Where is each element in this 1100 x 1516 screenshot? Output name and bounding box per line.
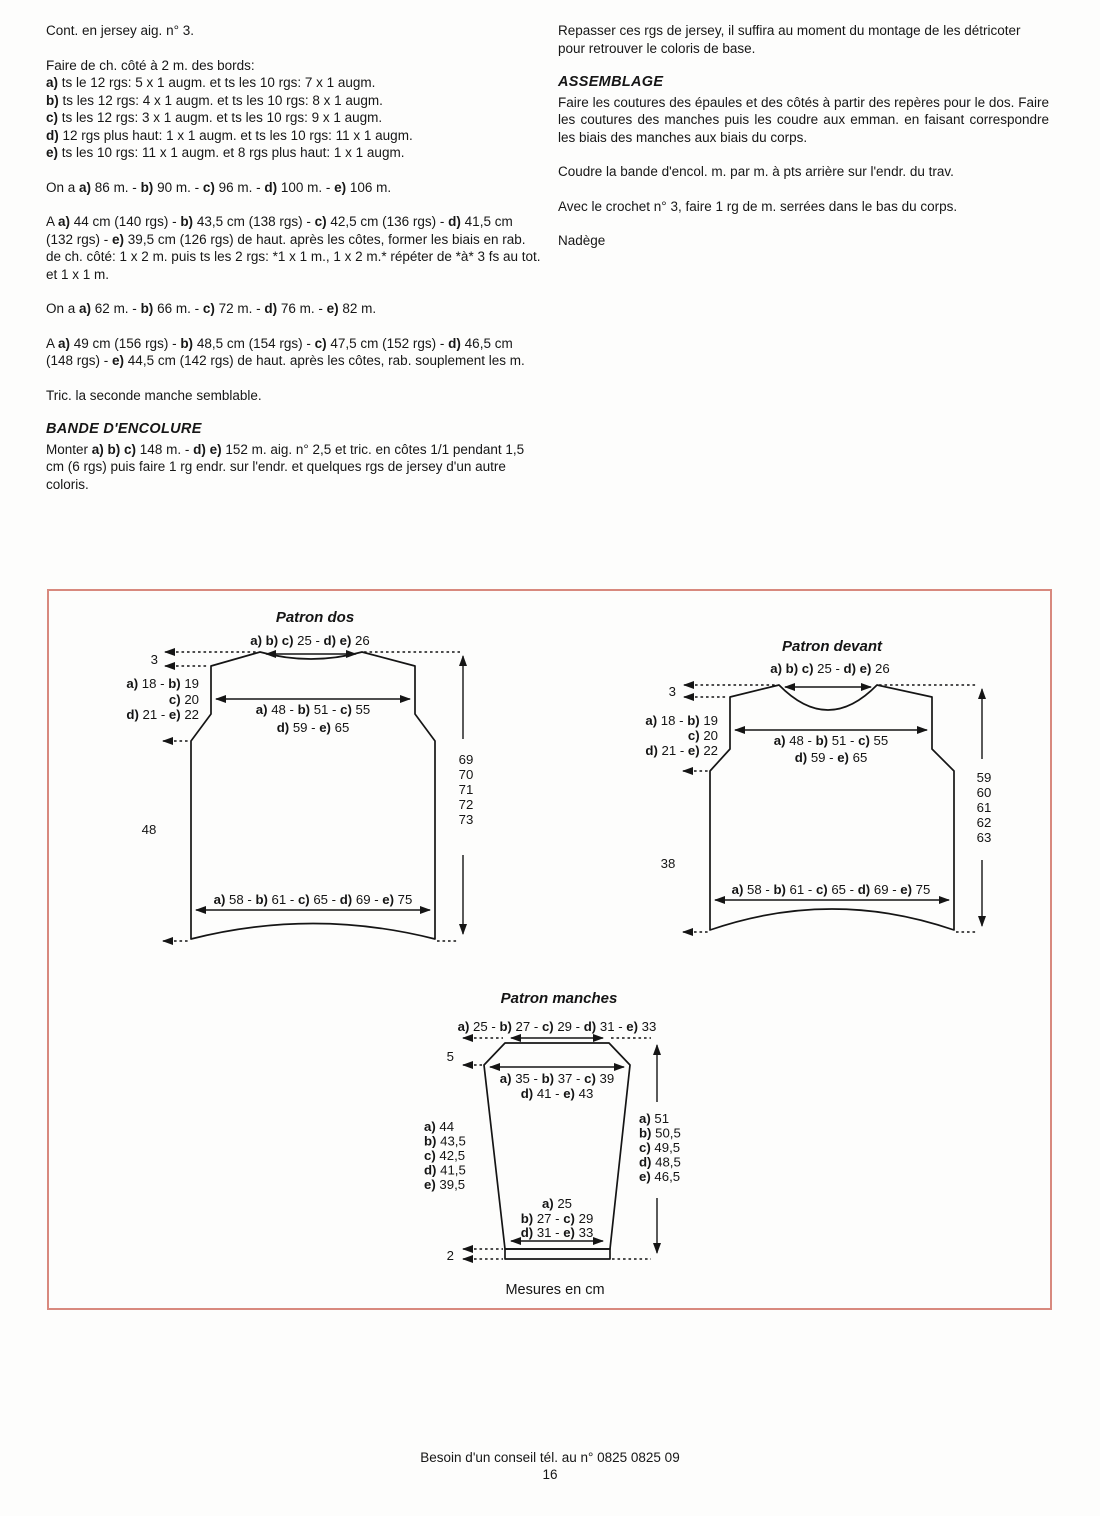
measurement-label: e) 46,5 <box>639 1169 681 1184</box>
measurement-label: 48 <box>141 822 157 837</box>
page-number: 16 <box>542 1466 558 1482</box>
measurement-label: c) 20 <box>687 728 718 743</box>
body-paragraph: Repasser ces rgs de jersey, il suffira au moment du montage de les détricoter pour retrouver le coloris de base. <box>558 23 1021 56</box>
cuff-band <box>505 1249 610 1259</box>
measurement-label: a) 18 - b) 19 <box>126 676 199 691</box>
left-column <box>46 22 543 510</box>
measurement-label: a) 58 - b) 61 - c) 65 - d) 69 - e) 75 <box>731 882 931 897</box>
measurement-label: 70 <box>458 767 474 782</box>
measurement-label: 38 <box>660 856 676 871</box>
measurement-label: a) b) c) 25 - d) e) 26 <box>250 633 370 648</box>
units-caption: Mesures en cm <box>505 1282 605 1298</box>
instruction-line: e) ts les 10 rgs: 11 x 1 augm. et 8 rgs plus haut: 1 x 1 augm. <box>46 145 405 160</box>
footer-help-line: Besoin d'un conseil tél. au n° 0825 0825 09 <box>420 1450 680 1465</box>
measurement-label: b) 43,5 <box>424 1133 466 1149</box>
body-paragraph: Tric. la seconde manche semblable. <box>46 387 262 403</box>
measurement-label: d) 31 - e) 33 <box>520 1225 594 1240</box>
measurement-label: 71 <box>458 782 474 797</box>
instruction-line: a) ts le 12 rgs: 5 x 1 augm. et ts les 10 rgs: 7 x 1 augm. <box>46 75 376 90</box>
body-paragraph: Monter a) b) c) 148 m. - d) e) 152 m. aig. n° 2,5 et tric. en côtes 1/1 pendant 1,5 cm (6 rgs) puis faire 1 rg endr. sur l'endr. et quelques rgs de jersey d'un autre coloris. <box>46 441 525 492</box>
measurement-label: a) b) c) 25 - d) e) 26 <box>770 661 890 676</box>
measurement-label: a) 44 <box>424 1119 455 1134</box>
measurement-label: b) 50,5 <box>639 1125 681 1141</box>
measurement-label: d) 48,5 <box>639 1154 681 1170</box>
schematic-box <box>47 589 1052 1310</box>
measurement-label: 73 <box>458 812 474 827</box>
measurement-label: d) 21 - e) 22 <box>126 707 199 722</box>
diagram-title: Patron manches <box>500 990 618 1007</box>
measurement-label: 59 <box>976 770 992 785</box>
instruction-line: b) ts les 12 rgs: 4 x 1 augm. et ts les 10 rgs: 8 x 1 augm. <box>46 92 383 108</box>
increase-instructions <box>46 57 543 162</box>
signature: Nadège <box>558 233 606 248</box>
measurement-label: d) 59 - e) 65 <box>276 720 350 735</box>
measurement-label: 5 <box>446 1049 454 1064</box>
measurement-label: a) 35 - b) 37 - c) 39 <box>499 1071 615 1086</box>
measurement-label: 3 <box>668 684 676 699</box>
diagram-title: Patron devant <box>781 638 883 655</box>
body-paragraph: Faire les coutures des épaules et des côtés à partir des repères pour le dos. Faire les coutures des manches puis les coudre aux emman. en faisant correspondre les biais des manches aux biais du corps. <box>558 94 1049 145</box>
measurement-label: 60 <box>976 785 992 800</box>
body-paragraph: On a a) 86 m. - b) 90 m. - c) 96 m. - d) 100 m. - e) 106 m. <box>46 179 392 195</box>
measurement-label: d) 41,5 <box>424 1162 466 1178</box>
measurement-label: 62 <box>976 815 992 830</box>
body-paragraph: Avec le crochet n° 3, faire 1 rg de m. serrées dans le bas du corps. <box>558 198 958 214</box>
measurement-label: a) 18 - b) 19 <box>645 713 718 728</box>
back-schematic <box>110 600 506 964</box>
measurement-label: 63 <box>976 830 992 845</box>
page-footer <box>0 1450 1100 1483</box>
measurement-label: e) 39,5 <box>424 1177 466 1192</box>
measurement-label: a) 25 <box>541 1196 573 1211</box>
instruction-line: d) 12 rgs plus haut: 1 x 1 augm. et ts les 10 rgs: 11 x 1 augm. <box>46 127 413 143</box>
measurement-label: b) 27 - c) 29 <box>520 1211 594 1226</box>
measurement-label: 2 <box>446 1248 454 1263</box>
measurement-label: d) 41 - e) 43 <box>520 1086 594 1101</box>
diagram-title: Patron dos <box>275 609 355 626</box>
front-schematic <box>620 630 1020 976</box>
measurement-label: 61 <box>976 800 992 815</box>
measurement-label: 69 <box>458 752 474 767</box>
measurement-label: 72 <box>458 797 474 812</box>
body-paragraph: Coudre la bande d'encol. m. par m. à pts arrière sur l'endr. du trav. <box>558 164 954 179</box>
sleeve-schematic <box>420 988 720 1298</box>
measurement-label: d) 21 - e) 22 <box>645 743 718 758</box>
section-heading-neckband: BANDE D'ENCOLURE <box>46 421 202 437</box>
measurement-label: a) 25 - b) 27 - c) 29 - d) 31 - e) 33 <box>457 1019 657 1034</box>
measurement-label: 3 <box>150 652 158 667</box>
measurement-label: d) 59 - e) 65 <box>794 750 868 765</box>
measurement-label: a) 48 - b) 51 - c) 55 <box>773 733 889 748</box>
measurement-label: c) 49,5 <box>639 1140 681 1155</box>
measurement-label: a) 58 - b) 61 - c) 65 - d) 69 - e) 75 <box>213 892 413 907</box>
measurement-label: c) 20 <box>168 692 199 707</box>
measurement-label: c) 42,5 <box>424 1148 466 1163</box>
right-column <box>558 22 1049 267</box>
body-paragraph: A a) 44 cm (140 rgs) - b) 43,5 cm (138 rgs) - c) 42,5 cm (136 rgs) - d) 41,5 cm (132 rgs) - e) 39,5 cm (126 rgs) de haut. après les côtes, former les biais en rab. de ch. côté: 1 x 2 m. puis ts les 2 rgs: *1 x 1 m., 1 x 2 m.* répéter de *à* 3 fs au tot. et 1 x 1 m. <box>46 214 541 282</box>
body-paragraph: A a) 49 cm (156 rgs) - b) 48,5 cm (154 rgs) - c) 47,5 cm (152 rgs) - d) 46,5 cm (148 rgs) - e) 44,5 cm (142 rgs) de haut. après les côtes, rab. souplement les m. <box>46 335 525 368</box>
body-paragraph: On a a) 62 m. - b) 66 m. - c) 72 m. - d) 76 m. - e) 82 m. <box>46 301 377 316</box>
section-heading-assembly: ASSEMBLAGE <box>558 74 664 90</box>
measurement-label: a) 48 - b) 51 - c) 55 <box>255 702 371 717</box>
instruction-line: c) ts les 12 rgs: 3 x 1 augm. et ts les 10 rgs: 9 x 1 augm. <box>46 110 383 125</box>
body-paragraph: Cont. en jersey aig. n° 3. <box>46 23 194 38</box>
instruction-line: Faire de ch. côté à 2 m. des bords: <box>46 57 255 73</box>
measurement-label: a) 51 <box>639 1111 670 1126</box>
